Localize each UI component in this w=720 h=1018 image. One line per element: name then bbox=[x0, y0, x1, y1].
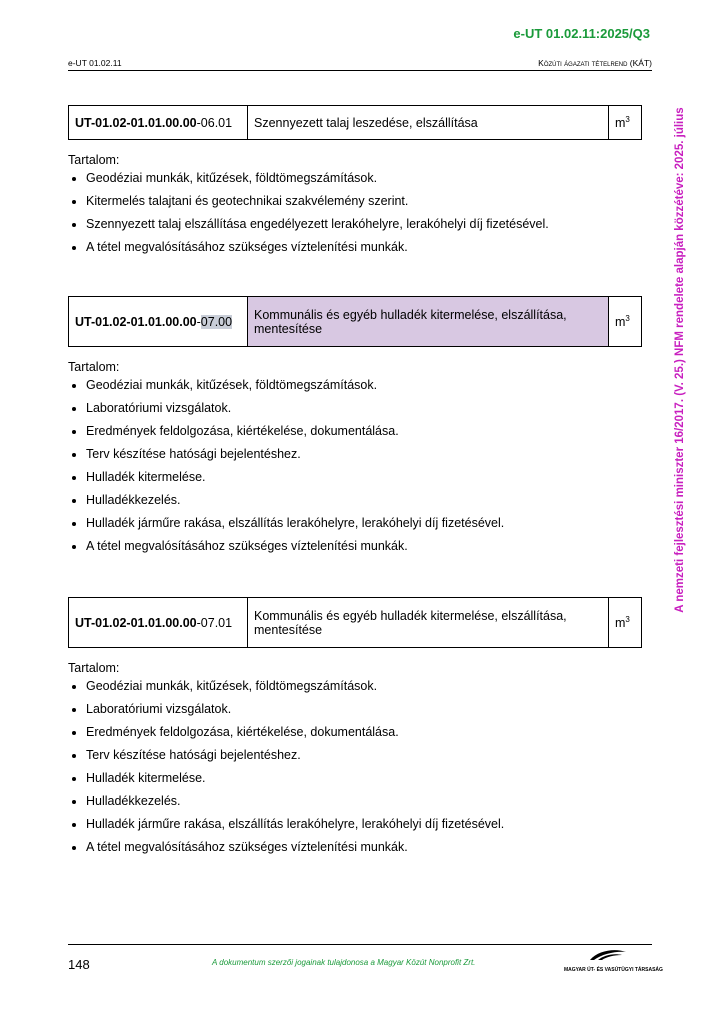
list-item: • Hulladék járműre rakása, elszállítás lerakóhelyre, lerakóhelyi díj fizetésével. bbox=[86, 516, 642, 531]
running-header bbox=[68, 58, 652, 71]
item-unit: $m^3$ bbox=[609, 598, 642, 648]
document-code: e-UT 01.02.11:2025/Q3 bbox=[513, 26, 650, 41]
item-unit: $m^3$ bbox=[609, 297, 642, 347]
footer-divider bbox=[68, 944, 652, 945]
list-item: • Kitermelés talajtani és geotechnikai szakvélemény szerint. bbox=[86, 194, 642, 209]
list-item: • Hulladékkezelés. bbox=[86, 794, 642, 809]
list-item: • Eredmények feldolgozása, kiértékelése, dokumentálása. bbox=[86, 725, 642, 740]
list-item: • Laboratóriumi vizsgálatok. bbox=[86, 401, 642, 416]
list-item: • Geodéziai munkák, kitűzések, földtömegszámítások. bbox=[86, 171, 642, 186]
list-item: • Geodéziai munkák, kitűzések, földtömegszámítások. bbox=[86, 378, 642, 393]
item-description: Szennyezett talaj leszedése, elszállítása bbox=[248, 106, 609, 140]
logo-text: MAGYAR ÚT- ÉS VASÚTÜGYI TÁRSASÁG bbox=[564, 967, 663, 973]
item-unit: $m^3$ bbox=[609, 106, 642, 140]
item-code: UT-01.02-01.01.00.00-06.01 bbox=[69, 106, 248, 140]
copyright-notice: A dokumentum szerzői jogainak tulajdonosa a Magyar Közút Nonprofit Zrt. bbox=[212, 958, 476, 967]
list-item: • Szennyezett talaj elszállítása engedélyezett lerakóhelyre, lerakóhelyi díj fizetésével. bbox=[86, 217, 642, 232]
content-list bbox=[68, 171, 642, 255]
content-label: Tartalom: bbox=[68, 661, 120, 675]
item-table bbox=[68, 296, 642, 347]
list-item: • Hulladékkezelés. bbox=[86, 493, 642, 508]
list-item: • Hulladék járműre rakása, elszállítás lerakóhelyre, lerakóhelyi díj fizetésével. bbox=[86, 817, 642, 832]
list-item: • A tétel megvalósításához szükséges víztelenítési munkák. bbox=[86, 840, 642, 855]
header-right: Közúti ágazati tételrend (KÁT) bbox=[538, 58, 652, 68]
page-number: 148 bbox=[68, 957, 90, 972]
list-item: • Terv készítése hatósági bejelentéshez. bbox=[86, 447, 642, 462]
content-list bbox=[68, 378, 642, 554]
list-item: • A tétel megvalósításához szükséges víztelenítési munkák. bbox=[86, 539, 642, 554]
item-block bbox=[68, 597, 642, 863]
content-label: Tartalom: bbox=[68, 153, 120, 167]
list-item: • A tétel megvalósításához szükséges víztelenítési munkák. bbox=[86, 240, 642, 255]
item-table bbox=[68, 597, 642, 648]
list-item: • Laboratóriumi vizsgálatok. bbox=[86, 702, 642, 717]
list-item: • Terv készítése hatósági bejelentéshez. bbox=[86, 748, 642, 763]
list-item: • Geodéziai munkák, kitűzések, földtömegszámítások. bbox=[86, 679, 642, 694]
mauttsz-logo-icon bbox=[588, 948, 628, 962]
list-item: • Hulladék kitermelése. bbox=[86, 470, 642, 485]
item-block bbox=[68, 105, 642, 263]
header-left: e-UT 01.02.11 bbox=[68, 58, 122, 68]
publisher-logo bbox=[564, 948, 663, 973]
item-table bbox=[68, 105, 642, 140]
item-code: UT-01.02-01.01.00.00-07.00 bbox=[69, 297, 248, 347]
item-code: UT-01.02-01.01.00.00-07.01 bbox=[69, 598, 248, 648]
content-list bbox=[68, 679, 642, 855]
content-label: Tartalom: bbox=[68, 360, 120, 374]
item-block bbox=[68, 296, 642, 562]
item-description: Kommunális és egyéb hulladék kitermelése, elszállítása, mentesítése bbox=[248, 297, 609, 347]
item-description: Kommunális és egyéb hulladék kitermelése, elszállítása, mentesítése bbox=[248, 598, 609, 648]
list-item: • Hulladék kitermelése. bbox=[86, 771, 642, 786]
list-item: • Eredmények feldolgozása, kiértékelése, dokumentálása. bbox=[86, 424, 642, 439]
side-publication-note: A nemzeti fejlesztési miniszter 16/2017. (V. 25.) NFM rendelete alapján közzétéve: 2025. július bbox=[674, 107, 686, 613]
